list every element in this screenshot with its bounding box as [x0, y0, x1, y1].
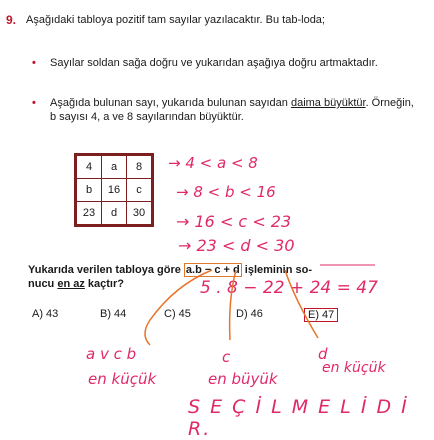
grid-cell: 30: [127, 202, 152, 225]
hand-note-3: en küçük: [322, 360, 386, 376]
prompt-text-e: kaçtır?: [84, 278, 124, 290]
question-intro: Aşağıdaki tabloya pozitif tam sayılar yazılacaktır. Bu tab-loda;: [26, 14, 325, 26]
rule-2-text-c: . Örneğin, b sayısı 4, a ve 8 sayılarından büyüktür.: [50, 97, 414, 123]
grid-cell: d: [102, 202, 127, 225]
hand-row-3: → 16 < c < 23: [176, 212, 292, 231]
option-d[interactable]: D) 46: [236, 308, 263, 320]
hand-calculation: 5 . 8 − 22 + 24 = 47: [200, 278, 378, 298]
grid-cell: 16: [102, 179, 127, 202]
hand-row-4: → 23 < d < 30: [178, 236, 295, 255]
grid-cell: 23: [77, 202, 102, 225]
rule-1-text: Sayılar soldan sağa doğru ve yukarıdan aşağıya doğru artmaktadır.: [50, 57, 378, 69]
rule-2-text-a: Aşağıda bulunan sayı, yukarıda bulunan sayıdan: [50, 97, 291, 109]
prompt-text-b: işleminin so-: [241, 264, 313, 276]
grid-cell: c: [127, 179, 152, 202]
prompt-text-a: Yukarıda verilen tabloya göre: [28, 264, 184, 276]
bullet-dot: •: [32, 57, 36, 69]
hand-note-1: en küçük: [88, 370, 157, 388]
prompt-text-c: nucu: [28, 278, 58, 290]
option-e[interactable]: E) 47: [304, 308, 338, 322]
grid-cell: 4: [77, 156, 102, 179]
grid-cell: 8: [127, 156, 152, 179]
hand-row-2: → 8 < b < 16: [176, 183, 276, 201]
prompt-emphasis: en az: [57, 278, 85, 290]
hand-row-1: → 4 < a < 8: [168, 154, 258, 172]
question-number: 9.: [6, 13, 17, 27]
hand-vars-left: a v c b: [86, 345, 137, 363]
prompt-expression: a.b − c + d: [185, 264, 240, 276]
rule-2-emphasis: daima büyüktür: [290, 97, 366, 109]
hand-var-c: c: [222, 348, 231, 366]
option-a[interactable]: A) 43: [32, 308, 59, 320]
hand-var-d: d: [318, 345, 328, 363]
grid-cell: a: [102, 156, 127, 179]
hand-note-2: en büyük: [208, 370, 278, 388]
option-b[interactable]: B) 44: [100, 308, 127, 320]
option-c[interactable]: C) 45: [164, 308, 191, 320]
bullet-dot: •: [32, 97, 36, 109]
hand-footer: S E Ç İ L M E L İ D İ R.: [188, 396, 409, 440]
grid-cell: b: [77, 179, 102, 202]
